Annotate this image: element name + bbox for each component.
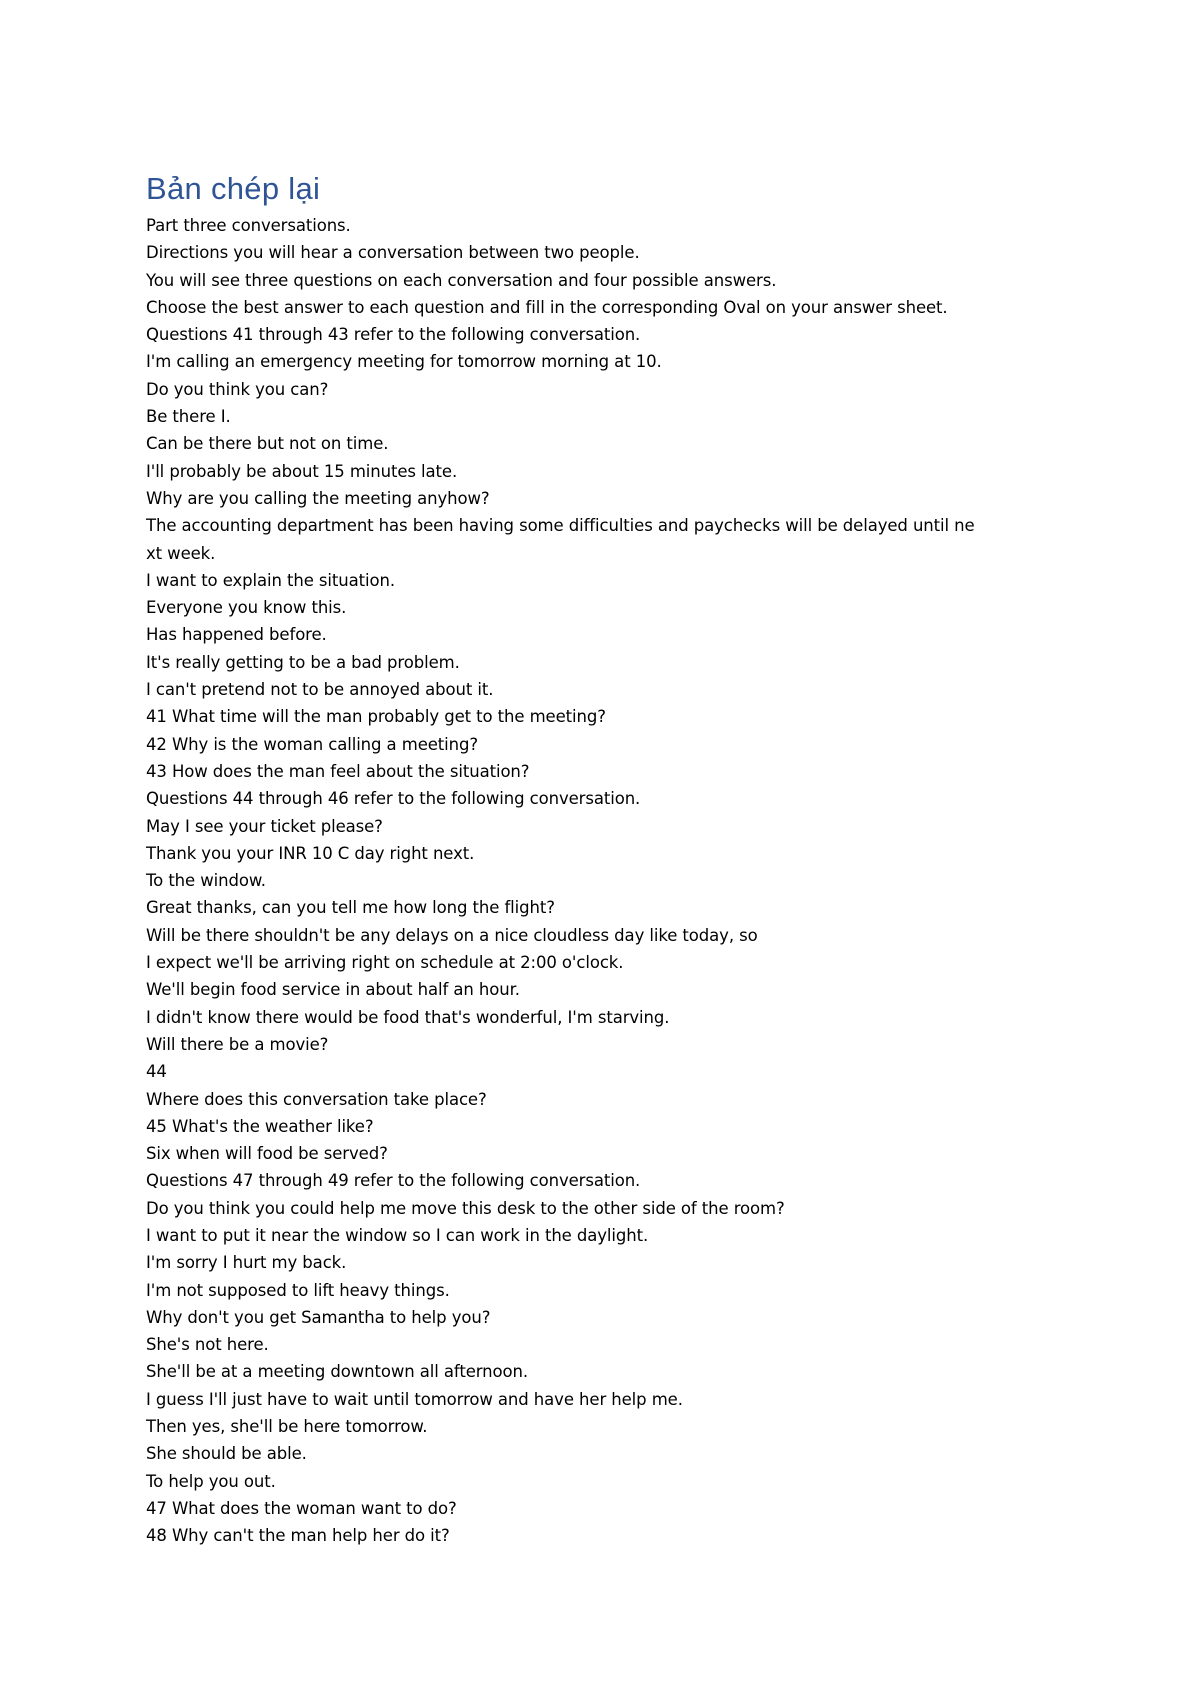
transcript-line: 48 Why can't the man help her do it? [146,1526,450,1546]
transcript-line: I'll probably be about 15 minutes late. [146,461,458,481]
transcript-line: To the window. [146,871,266,891]
transcript-line: I'm sorry I hurt my back. [146,1253,347,1273]
transcript-line: I guess I'll just have to wait until tomorrow and have her help me. [146,1389,683,1409]
transcript-line: 44 [146,1062,167,1082]
transcript-line: It's really getting to be a bad problem. [146,652,460,672]
transcript-line: Why don't you get Samantha to help you? [146,1307,491,1327]
transcript-line: Be there I. [146,407,231,427]
transcript-line: xt week. [146,543,216,563]
transcript-line: Thank you your INR 10 C day right next. [146,843,475,863]
transcript-line: The accounting department has been having some difficulties and paychecks will be delayed until ne [146,516,975,536]
transcript-line: She should be able. [146,1444,307,1464]
transcript-line: Can be there but not on time. [146,434,389,454]
transcript-line: 47 What does the woman want to do? [146,1498,457,1518]
transcript-line: Questions 47 through 49 refer to the following conversation. [146,1171,641,1191]
transcript-line: 42 Why is the woman calling a meeting? [146,734,479,754]
transcript-line: Six when will food be served? [146,1144,388,1164]
document-body [146,168,1076,1550]
transcript-line: Do you think you can? [146,379,329,399]
transcript-line: Choose the best answer to each question and fill in the corresponding Oval on your answer sheet. [146,297,948,317]
transcript-lines [146,212,1076,1550]
transcript-line: I want to explain the situation. [146,570,395,590]
transcript-line: Questions 41 through 43 refer to the following conversation. [146,325,641,345]
transcript-line: I want to put it near the window so I can work in the daylight. [146,1225,649,1245]
transcript-line: I'm not supposed to lift heavy things. [146,1280,450,1300]
transcript-line: She'll be at a meeting downtown all afternoon. [146,1362,528,1382]
transcript-line: 43 How does the man feel about the situation? [146,761,530,781]
transcript-line: Will be there shouldn't be any delays on a nice cloudless day like today, so [146,925,758,945]
transcript-line: I didn't know there would be food that's wonderful, I'm starving. [146,1007,670,1027]
transcript-line: 41 What time will the man probably get to the meeting? [146,707,606,727]
transcript-line: I'm calling an emergency meeting for tomorrow morning at 10. [146,352,662,372]
transcript-line: I expect we'll be arriving right on schedule at 2:00 o'clock. [146,953,624,973]
document-title: Bản chép lại [146,171,321,206]
transcript-line: Will there be a movie? [146,1034,329,1054]
transcript-line: May I see your ticket please? [146,816,383,836]
transcript-line: Everyone you know this. [146,598,347,618]
transcript-line: Directions you will hear a conversation between two people. [146,243,640,263]
transcript-line: To help you out. [146,1471,276,1491]
transcript-line: She's not here. [146,1335,269,1355]
transcript-line: Great thanks, can you tell me how long the flight? [146,898,555,918]
transcript-line: We'll begin food service in about half an hour. [146,980,520,1000]
transcript-line: Part three conversations. [146,216,351,235]
transcript-line: Why are you calling the meeting anyhow? [146,488,490,508]
transcript-line: 45 What's the weather like? [146,1116,374,1136]
transcript-line: Questions 44 through 46 refer to the following conversation. [146,789,641,809]
transcript-line: Where does this conversation take place? [146,1089,487,1109]
transcript-line: Then yes, she'll be here tomorrow. [146,1417,428,1437]
transcript-line: You will see three questions on each conversation and four possible answers. [146,270,777,290]
transcript-line: Do you think you could help me move this desk to the other side of the room? [146,1198,785,1218]
transcript-line: I can't pretend not to be annoyed about it. [146,680,494,700]
transcript-line: Has happened before. [146,625,327,645]
